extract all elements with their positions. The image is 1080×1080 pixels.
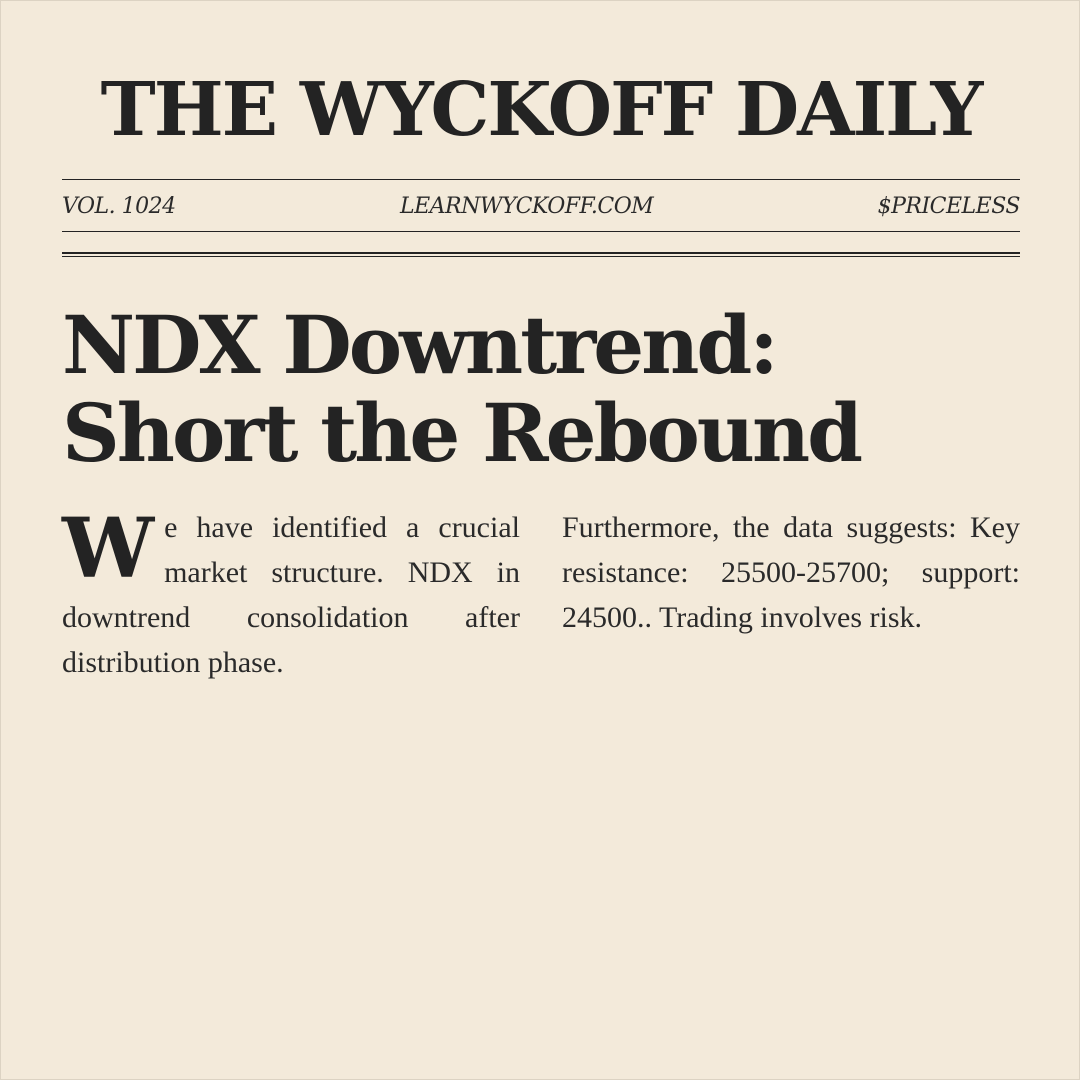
article-column-right: [562, 505, 1020, 640]
price-label: $PRICELESS: [877, 193, 1020, 219]
masthead-bottom-rule: [62, 231, 1020, 232]
volume-label: VOL. 1024: [62, 193, 176, 219]
article-headline: [62, 298, 1042, 480]
column-left-text: e have identified a crucial market structure. NDX in downtrend consolidation after distribution phase.: [62, 511, 520, 679]
masthead-info-bar: [62, 185, 1020, 227]
double-rule-thin: [62, 256, 1020, 257]
drop-cap: W: [62, 501, 155, 597]
masthead-top-rule: [62, 179, 1020, 180]
headline-line-1: NDX Downtrend:: [62, 298, 776, 392]
article-column-left: [62, 501, 520, 685]
column-right-text: Furthermore, the data suggests: Key resistance: 25500-25700; support: 24500.. Trading involves risk.: [562, 511, 1020, 634]
masthead-title: THE WYCKOFF DAILY: [100, 67, 982, 153]
headline-line-2: Short the Rebound: [62, 386, 861, 480]
double-rule-thick: [62, 252, 1020, 254]
website-label: LEARNWYCKOFF.COM: [399, 193, 654, 219]
